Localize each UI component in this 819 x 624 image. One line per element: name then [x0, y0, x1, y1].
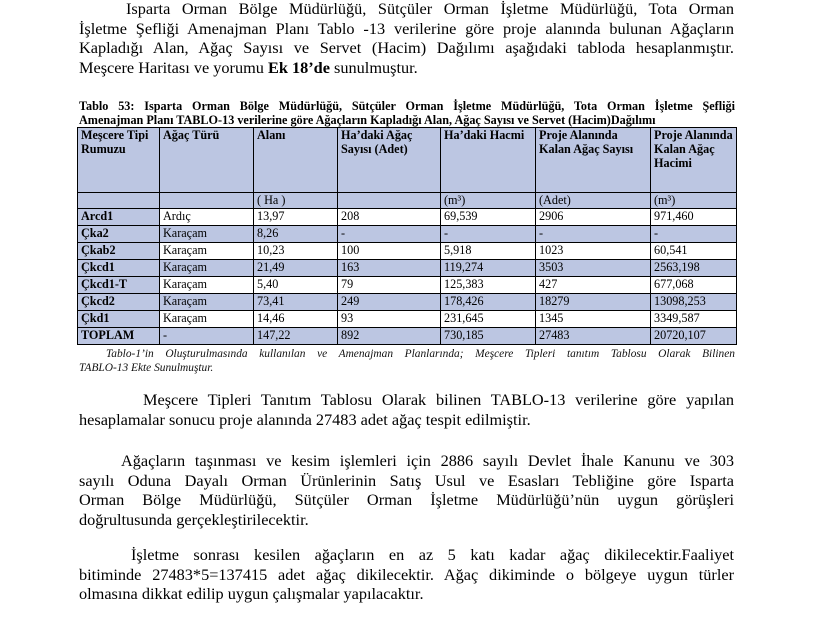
total-label-cell: TOPLAM	[78, 328, 160, 345]
table-cell: 231,645	[441, 311, 536, 328]
unit-cell: ( Ha )	[254, 193, 338, 209]
table-cell: Karaçam	[160, 243, 254, 260]
table-cell: 2906	[536, 209, 651, 226]
table-cell: 5,918	[441, 243, 536, 260]
table-cell: 163	[338, 260, 441, 277]
header-trees-per-ha: Ha’daki Ağaç Sayısı (Adet)	[338, 128, 441, 193]
table-cell: -	[338, 226, 441, 243]
table-cell: 27483	[536, 328, 651, 345]
table-cell: Karaçam	[160, 294, 254, 311]
stand-type-cell: Çka2	[78, 226, 160, 243]
table-cell: 125,383	[441, 277, 536, 294]
table-units-row	[78, 193, 737, 209]
table-cell: -	[651, 226, 737, 243]
stand-type-cell: Çkab2	[78, 243, 160, 260]
stand-type-cell: Çkd1	[78, 311, 160, 328]
table-cell: 249	[338, 294, 441, 311]
para4-line-3: olmasına dikkat edilip uygun çalışmalar yapılacaktır.	[79, 584, 424, 603]
intro-line-4-start: Meşcere Haritası ve yorumu	[79, 57, 268, 77]
table-header-row	[78, 128, 737, 193]
unit-cell	[338, 193, 441, 209]
stand-type-cell: Çkcd1-T	[78, 277, 160, 294]
table-footnote-line-1: Tablo-1’in Oluşturulmasında kullanılan ve Amenajman Planlarında; Meşcere Tipleri tanıtım Tablosu Olarak Bilinen	[106, 348, 735, 360]
intro-line-3: Kapladığı Alan, Ağaç Sayısı ve Servet (Hacim) Dağılımı aşağıdaki tabloda hesaplanmıştır.	[79, 38, 734, 57]
table-cell: 1345	[536, 311, 651, 328]
para3-line-1: Ağaçların taşınması ve kesim işlemleri için 2886 sayılı Devlet İhale Kanunu ve 303	[121, 451, 734, 470]
intro-line-2: İşletme Şefliği Amenajman Planı Tablo -13 verilerine göre proje alanında bulunan Ağaçların	[79, 18, 734, 38]
header-project-tree-count: Proje Alanında Kalan Ağaç Sayısı	[536, 128, 651, 193]
table-cell: 93	[338, 311, 441, 328]
table-row	[78, 209, 737, 226]
table-caption	[79, 99, 735, 127]
unit-cell	[78, 193, 160, 209]
header-tree-species: Ağaç Türü	[160, 128, 254, 193]
table-row	[78, 294, 737, 311]
para3-line-3: Orman Bölge Müdürlüğü, Sütçüler Orman İşletme Müdürlüğü’nün uygun görüşleri	[79, 490, 734, 509]
table-row	[78, 226, 737, 243]
intro-paragraph	[79, 0, 734, 77]
table-cell: 100	[338, 243, 441, 260]
annex-reference: Ek 18’de	[267, 57, 330, 77]
table-total-row	[78, 328, 737, 345]
table-cell: 21,49	[254, 260, 338, 277]
unit-cell: (m³)	[441, 193, 536, 209]
table-cell: 3503	[536, 260, 651, 277]
table-cell: 892	[338, 328, 441, 345]
unit-cell: (m³)	[651, 193, 737, 209]
table-cell: 147,22	[254, 328, 338, 345]
table-caption-line-1: Tablo 53: Isparta Orman Bölge Müdürlüğü, Sütçüler Orman İşletme Müdürlüğü, Tota Orman İşletme Şefliği	[79, 99, 735, 113]
table-cell: 60,541	[651, 243, 737, 260]
intro-line-4	[79, 58, 734, 78]
table-cell: 18279	[536, 294, 651, 311]
tree-count-paragraph	[79, 390, 734, 429]
para2-line-1: Meşcere Tipleri Tanıtım Tablosu Olarak bilinen TABLO-13 verilerine göre yapılan	[143, 390, 734, 409]
table-cell: 178,426	[441, 294, 536, 311]
table-cell: Karaçam	[160, 277, 254, 294]
header-stand-type: Meşcere Tipi Rumuzu	[78, 128, 160, 193]
replanting-paragraph	[79, 545, 734, 604]
para2-line-2: hesaplamalar sonucu proje alanında 27483 adet ağaç tespit edilmiştir.	[79, 409, 531, 429]
stand-type-cell: Çkcd2	[78, 294, 160, 311]
para4-line-2: bitiminde 27483*5=137415 adet ağaç dikilecektir. Ağaç dikiminde o bölgeye uygun türler	[79, 564, 734, 584]
table-cell: 5,40	[254, 277, 338, 294]
table-cell: 14,46	[254, 311, 338, 328]
table-cell: Karaçam	[160, 311, 254, 328]
table-cell: 20720,107	[651, 328, 737, 345]
table-cell: -	[441, 226, 536, 243]
table-cell: 730,185	[441, 328, 536, 345]
table-cell: 208	[338, 209, 441, 226]
table-footnote	[79, 347, 735, 375]
table-cell: Karaçam	[160, 260, 254, 277]
header-area: Alanı	[254, 128, 338, 193]
header-project-volume: Proje Alanında Kalan Ağaç Hacimi	[651, 128, 737, 193]
table-cell: 2563,198	[651, 260, 737, 277]
table-cell: -	[536, 226, 651, 243]
table-row	[78, 243, 737, 260]
intro-line-4-end: sunulmuştur.	[329, 57, 418, 77]
table-row	[78, 260, 737, 277]
para3-line-4: doğrultusunda gerçekleştirilecektir.	[79, 509, 309, 529]
table-cell: 677,068	[651, 277, 737, 294]
table-cell: Karaçam	[160, 226, 254, 243]
table-cell: 79	[338, 277, 441, 294]
table-cell: 13,97	[254, 209, 338, 226]
table-cell: 10,23	[254, 243, 338, 260]
unit-cell: (Adet)	[536, 193, 651, 209]
table-caption-line-2: Amenajman Planı TABLO-13 verilerine göre Ağaçların Kapladığı Alan, Ağaç Sayısı ve Servet (Hacim)Dağılımı	[79, 113, 656, 127]
table-row	[78, 277, 737, 294]
intro-line-1: Isparta Orman Bölge Müdürlüğü, Sütçüler Orman İşletme Müdürlüğü, Tota Orman	[126, 0, 734, 18]
cutting-procedure-paragraph	[79, 451, 734, 529]
table-row	[78, 311, 737, 328]
table-cell: 971,460	[651, 209, 737, 226]
table-cell: 73,41	[254, 294, 338, 311]
table-footnote-line-2: TABLO-13 Ekte Sunulmuştur.	[79, 362, 214, 374]
table-cell: 3349,587	[651, 311, 737, 328]
para3-line-2: sayılı Oduna Dayalı Orman Ürünlerinin Satış Usul ve Esasları Tebliğine göre Isparta	[79, 470, 734, 490]
stand-type-cell: Çkcd1	[78, 260, 160, 277]
tree-distribution-table	[77, 127, 737, 345]
stand-type-cell: Arcd1	[78, 209, 160, 226]
table-cell: 1023	[536, 243, 651, 260]
table-cell: Ardıç	[160, 209, 254, 226]
header-volume-per-ha: Ha’daki Hacmi	[441, 128, 536, 193]
unit-cell	[160, 193, 254, 209]
table-cell: -	[160, 328, 254, 345]
para4-line-1: İşletme sonrası kesilen ağaçların en az 5 katı kadar ağaç dikilecektir.Faaliyet	[131, 545, 734, 564]
table-cell: 427	[536, 277, 651, 294]
table-cell: 69,539	[441, 209, 536, 226]
table-cell: 13098,253	[651, 294, 737, 311]
table-cell: 119,274	[441, 260, 536, 277]
table-cell: 8,26	[254, 226, 338, 243]
